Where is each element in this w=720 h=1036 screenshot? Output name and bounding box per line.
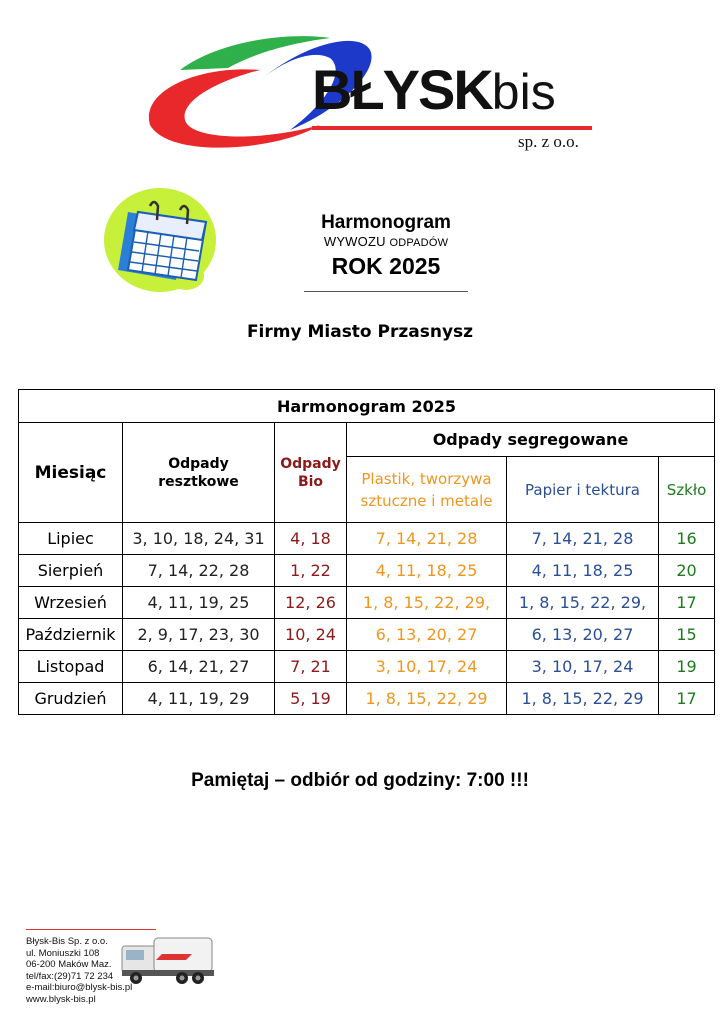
cell-month: Listopad: [19, 651, 123, 683]
garbage-truck-icon: [120, 932, 218, 988]
cell-plastic: 3, 10, 17, 24: [347, 651, 507, 683]
cell-residual: 3, 10, 18, 24, 31: [123, 523, 275, 555]
cell-glass: 15: [659, 619, 715, 651]
heading-year: ROK 2025: [331, 253, 441, 279]
cell-month: Lipiec: [19, 523, 123, 555]
heading-title: Harmonogram: [321, 212, 451, 233]
footer-line: Błysk-Bis Sp. z o.o.: [26, 936, 108, 947]
cell-glass: 17: [659, 587, 715, 619]
header-residual: Odpady resztkowe: [123, 423, 275, 523]
footer-line: 06-200 Maków Maz.: [26, 959, 112, 970]
cell-paper: 6, 13, 20, 27: [507, 619, 659, 651]
firm-title: Firmy Miasto Przasnysz: [246, 322, 474, 342]
header-paper: Papier i tektura: [507, 457, 659, 523]
cell-residual: 7, 14, 22, 28: [123, 555, 275, 587]
header-bio: Odpady Bio: [275, 423, 347, 523]
schedule-table: [18, 389, 715, 715]
footer-line: tel/fax:(29)71 72 234: [26, 970, 114, 982]
cell-plastic: 6, 13, 20, 27: [347, 619, 507, 651]
cell-month: Grudzień: [19, 683, 123, 715]
cell-month: Sierpień: [19, 555, 123, 587]
header-plastic: Plastik, tworzywa sztuczne i metale: [347, 457, 507, 523]
cell-bio: 10, 24: [275, 619, 347, 651]
cell-bio: 5, 19: [275, 683, 347, 715]
cell-residual: 2, 9, 17, 23, 30: [123, 619, 275, 651]
cell-residual: 4, 11, 19, 29: [123, 683, 275, 715]
header-month: Miesiąc: [19, 423, 123, 523]
cell-month: Październik: [19, 619, 123, 651]
pickup-time-reminder: Pamiętaj – odbiór od godziny: 7:00 !!!: [191, 770, 529, 791]
logo-legal-form: sp. z o.o.: [518, 132, 579, 151]
cell-bio: 7, 21: [275, 651, 347, 683]
cell-bio: 1, 22: [275, 555, 347, 587]
cell-plastic: 7, 14, 21, 28: [347, 523, 507, 555]
footer-line: www.blysk-bis.pl: [26, 993, 96, 1005]
cell-plastic: 1, 8, 15, 22, 29,: [347, 587, 507, 619]
footer-line: ul. Moniuszki 108: [26, 947, 100, 959]
schedule-heading: [302, 212, 470, 281]
company-contact: [26, 936, 132, 1005]
cell-paper: 4, 11, 18, 25: [507, 555, 659, 587]
cell-paper: 3, 10, 17, 24: [507, 651, 659, 683]
cell-plastic: 1, 8, 15, 22, 29: [347, 683, 507, 715]
heading-subtitle: WYWOZU ODPADÓW: [323, 234, 449, 249]
table-row: [19, 683, 715, 715]
heading-divider: [304, 291, 468, 292]
cell-bio: 4, 18: [275, 523, 347, 555]
cell-glass: 20: [659, 555, 715, 587]
cell-plastic: 4, 11, 18, 25: [347, 555, 507, 587]
cell-glass: 17: [659, 683, 715, 715]
cell-paper: 7, 14, 21, 28: [507, 523, 659, 555]
cell-residual: 6, 14, 21, 27: [123, 651, 275, 683]
footer-line: e-mail:biuro@blysk-bis.pl: [26, 982, 133, 993]
calendar-icon: [98, 184, 218, 296]
cell-glass: 19: [659, 651, 715, 683]
cell-residual: 4, 11, 19, 25: [123, 587, 275, 619]
cell-bio: 12, 26: [275, 587, 347, 619]
table-title: Harmonogram 2025: [19, 390, 715, 423]
table-row: [19, 651, 715, 683]
cell-paper: 1, 8, 15, 22, 29,: [507, 587, 659, 619]
cell-paper: 1, 8, 15, 22, 29: [507, 683, 659, 715]
header-glass: Szkło: [659, 457, 715, 523]
header-segregated: Odpady segregowane: [347, 423, 715, 457]
table-row: [19, 619, 715, 651]
table-row: [19, 523, 715, 555]
table-row: [19, 587, 715, 619]
logo-wordmark: BŁYSKbis: [312, 58, 556, 121]
footer-divider: [26, 929, 156, 930]
cell-month: Wrzesień: [19, 587, 123, 619]
table-row: [19, 555, 715, 587]
cell-glass: 16: [659, 523, 715, 555]
